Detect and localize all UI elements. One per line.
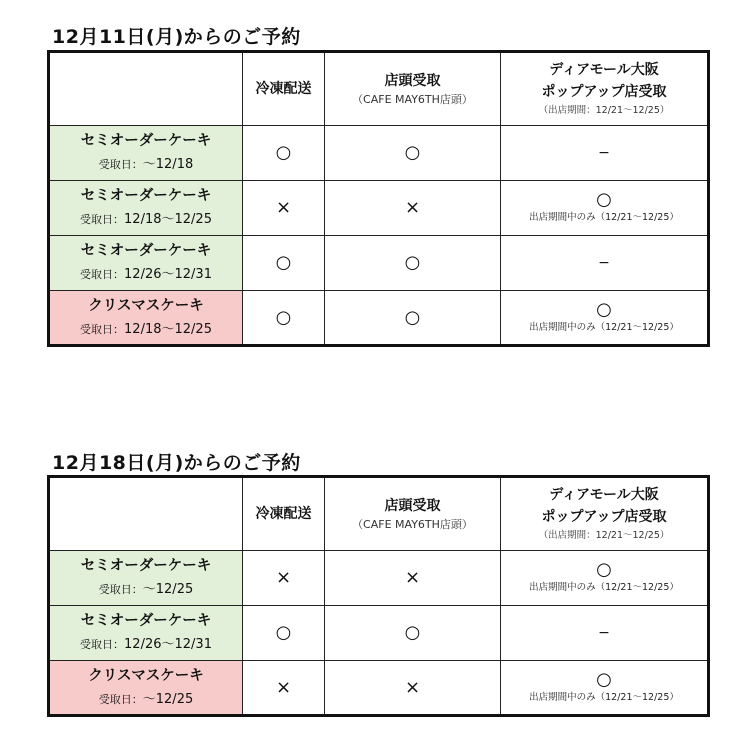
popup-availability: ○ 出店期間中のみ（12/21〜12/25） (501, 291, 709, 346)
pickup-date: 受取日：〜12/25 (98, 691, 194, 707)
header-empty-cell (49, 52, 243, 126)
store-availability: × (325, 551, 501, 606)
frozen-availability: ○ (243, 236, 325, 291)
cake-name: セミオーダーケーキ (80, 243, 212, 259)
store-availability: × (325, 181, 501, 236)
popup-note: 出店期間中のみ（12/21〜12/25） (529, 321, 679, 333)
pickup-date: 受取日：12/26〜12/31 (80, 267, 212, 282)
cake-label-cell (49, 236, 243, 291)
popup-note: 出店期間中のみ（12/21〜12/25） (529, 212, 679, 223)
table-header-row (49, 477, 709, 551)
popup-availability: ○ 出店期間中のみ（12/21〜12/25） (501, 551, 709, 606)
popup-availability: ○ 出店期間中のみ（12/21〜12/25） (501, 181, 709, 236)
frozen-availability: ○ (243, 606, 325, 661)
cake-name: セミオーダーケーキ (80, 558, 212, 574)
cake-name: セミオーダーケーキ (80, 188, 212, 204)
popup-note: 出店期間中のみ（12/21〜12/25） (529, 582, 679, 593)
section-title: 12月18日(月)からのご予約 (52, 452, 301, 474)
store-availability: ○ (325, 126, 501, 181)
popup-availability: − (501, 126, 709, 181)
frozen-availability: × (243, 181, 325, 236)
pickup-date: 受取日：12/26〜12/31 (80, 637, 212, 652)
header-store-pickup: 店頭受取 （CAFE MAY6TH店頭） (325, 52, 501, 126)
table-row (49, 236, 709, 291)
cake-label-cell (49, 291, 243, 346)
cake-label-cell (49, 126, 243, 181)
table-row (49, 551, 709, 606)
frozen-availability: × (243, 551, 325, 606)
store-availability: ○ (325, 236, 501, 291)
pickup-date: 受取日：12/18〜12/25 (80, 212, 212, 227)
store-availability: ○ (325, 606, 501, 661)
cake-name: セミオーダーケーキ (80, 133, 212, 149)
cake-label-cell (49, 551, 243, 606)
section-title: 12月11日(月)からのご予約 (52, 26, 301, 48)
store-availability: ○ (325, 291, 501, 346)
pickup-date: 受取日：12/18〜12/25 (80, 321, 212, 337)
cake-label-cell (49, 181, 243, 236)
reservation-table (47, 475, 710, 717)
popup-availability: − (501, 236, 709, 291)
reservation-table (47, 50, 710, 347)
table-row (49, 661, 709, 716)
popup-note: 出店期間中のみ（12/21〜12/25） (529, 691, 679, 703)
frozen-availability: × (243, 661, 325, 716)
popup-availability: − (501, 606, 709, 661)
frozen-availability: ○ (243, 126, 325, 181)
table-header-row (49, 52, 709, 126)
table-row (49, 291, 709, 346)
cake-label-cell (49, 606, 243, 661)
popup-availability: ○ 出店期間中のみ（12/21〜12/25） (501, 661, 709, 716)
frozen-availability: ○ (243, 291, 325, 346)
table-row (49, 606, 709, 661)
cake-label-cell (49, 661, 243, 716)
table-row (49, 126, 709, 181)
header-popup-pickup: ディアモール大阪 ポップアップ店受取 （出店期間：12/21〜12/25） (501, 52, 709, 126)
table-row (49, 181, 709, 236)
header-frozen-delivery: 冷凍配送 (243, 52, 325, 126)
header-store-pickup: 店頭受取 （CAFE MAY6TH店頭） (325, 477, 501, 551)
cake-name: セミオーダーケーキ (80, 613, 212, 629)
header-empty-cell (49, 477, 243, 551)
cake-name: クリスマスケーキ (88, 667, 204, 684)
cake-name: クリスマスケーキ (88, 297, 204, 314)
header-popup-pickup: ディアモール大阪 ポップアップ店受取 （出店期間：12/21〜12/25） (501, 477, 709, 551)
pickup-date: 受取日：〜12/25 (98, 582, 194, 597)
store-availability: × (325, 661, 501, 716)
pickup-date: 受取日：〜12/18 (98, 157, 194, 172)
header-frozen-delivery: 冷凍配送 (243, 477, 325, 551)
